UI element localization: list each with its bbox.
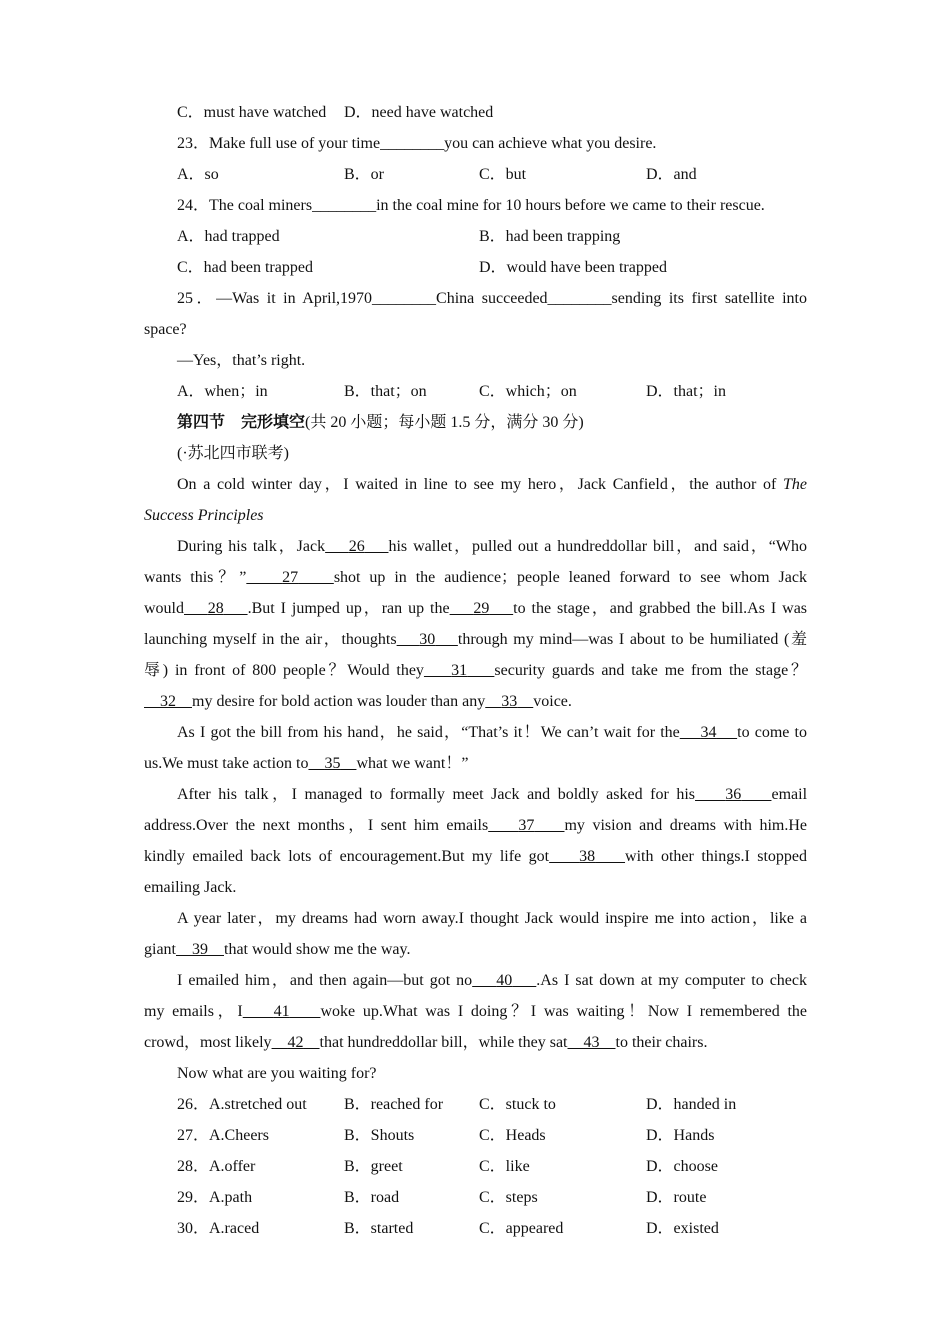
section-source: (·苏北四市联考) xyxy=(177,445,289,462)
section-note: (共 20 小题；每小题 1.5 分，满分 30 分) xyxy=(305,414,584,431)
passage-p2-line2: wants this？” 27 shot up in the audience；people leaned forward to see whom Jack xyxy=(144,569,807,586)
blank-42[interactable]: 42 xyxy=(287,1034,304,1051)
passage-p3-line1: As I got the bill from his hand，he said，“That’s it！We can’t wait for the 34 to come to xyxy=(177,724,807,741)
q26-option-c: C．stuck to xyxy=(479,1096,556,1113)
book-title-part1: The xyxy=(783,476,807,493)
blank-38[interactable]: 38 xyxy=(579,848,596,865)
blank-37[interactable]: 37 xyxy=(518,817,535,834)
q30-option-c: C．appeared xyxy=(479,1220,564,1237)
q28-option-a: 28．A.offer xyxy=(177,1158,256,1175)
q24-options-row2 xyxy=(144,252,807,283)
passage-p5-line2: giant 39 that would show me the way. xyxy=(144,941,411,958)
q29-option-c: C．steps xyxy=(479,1189,538,1206)
passage-p2-line6: 32 my desire for bold action was louder than any 33 voice. xyxy=(144,686,807,717)
q29-option-d: D．route xyxy=(646,1189,707,1206)
q23-option-b: B．or xyxy=(344,166,385,183)
passage-p4-line1: After his talk，I managed to formally meet Jack and boldly asked for his 36 email xyxy=(177,786,807,803)
answer-row-30 xyxy=(144,1213,807,1244)
answer-row-29 xyxy=(144,1182,807,1213)
document-page xyxy=(144,97,807,1244)
answer-row-27 xyxy=(144,1120,807,1151)
q24-option-a: A．had trapped xyxy=(177,228,280,245)
q27-option-b: B．Shouts xyxy=(344,1127,415,1144)
book-title-part2: Success Principles xyxy=(144,507,264,524)
blank-31[interactable]: 31 xyxy=(451,662,468,679)
passage-p4-line3: kindly emailed back lots of encouragement.But my life got 38 with other things.I stopped xyxy=(144,848,807,865)
q28-option-d: D．choose xyxy=(646,1158,718,1175)
q29-option-b: B．road xyxy=(344,1189,400,1206)
q24-option-c: C．had been trapped xyxy=(177,259,313,276)
q25-option-b: B．that；on xyxy=(344,383,427,400)
q25-stem-line2: space? xyxy=(144,321,187,338)
q22-option-c: C．must have watched xyxy=(177,104,327,121)
q23-stem: 23．Make full use of your time________you can achieve what you desire. xyxy=(177,135,657,152)
blank-28[interactable]: 28 xyxy=(207,600,224,617)
q25-stem-line1: 25．—Was it in April,1970________China succeeded________sending its first satellite into xyxy=(177,290,807,307)
passage-p2-line3: would 28 .But I jumped up，ran up the 29 to the stage，and grabbed the bill.As I was xyxy=(144,600,807,617)
q25-reply: —Yes，that’s right. xyxy=(177,352,306,369)
passage-p6-line2: my emails，I 41 woke up.What was I doing？I was waiting！Now I remembered the xyxy=(144,1003,807,1020)
passage-p2-line4: launching myself in the air，thoughts 30 through my mind—was I about to be humiliated (羞 xyxy=(144,631,807,648)
q25-options xyxy=(144,376,807,407)
q24-option-d: D．would have been trapped xyxy=(479,259,667,276)
section-heading xyxy=(144,407,807,438)
passage-p5-line1: A year later，my dreams had worn away.I thought Jack would inspire me into action，like a xyxy=(177,910,807,927)
blank-30[interactable]: 30 xyxy=(419,631,436,648)
q28-option-c: C．like xyxy=(479,1158,530,1175)
q24-stem: 24．The coal miners________in the coal mine for 10 hours before we came to their rescue. xyxy=(177,197,765,214)
q27-option-c: C．Heads xyxy=(479,1127,546,1144)
blank-34[interactable]: 34 xyxy=(700,724,717,741)
q30-option-a: 30．A.raced xyxy=(177,1220,260,1237)
passage-p4-line2: address.Over the next months，I sent him emails 37 my vision and dreams with him.He xyxy=(144,817,807,834)
passage-p1-line1: On a cold winter day，I waited in line to see my hero，Jack Canfield，the author of The xyxy=(177,476,807,493)
q26-option-b: B．reached for xyxy=(344,1096,444,1113)
answer-row-28 xyxy=(144,1151,807,1182)
q24-option-b: B．had been trapping xyxy=(479,228,621,245)
q24-options-row1 xyxy=(144,221,807,252)
passage-p1-line2 xyxy=(144,500,807,531)
blank-43[interactable]: 43 xyxy=(583,1034,600,1051)
answer-row-26 xyxy=(144,1089,807,1120)
blank-32[interactable]: 32 xyxy=(160,693,176,710)
passage-p2-line1: During his talk，Jack 26 his wallet，pulled out a hundreddollar bill，and said，“Who xyxy=(177,538,807,555)
blank-40[interactable]: 40 xyxy=(496,972,513,989)
q30-option-b: B．started xyxy=(344,1220,414,1237)
q26-option-a: 26．A.stretched out xyxy=(177,1096,307,1113)
q22-option-d: D．need have watched xyxy=(344,104,494,121)
q25-option-d: D．that；in xyxy=(646,383,726,400)
section-title: 第四节 完形填空 xyxy=(177,414,306,431)
q28-option-b: B．greet xyxy=(344,1158,403,1175)
blank-29[interactable]: 29 xyxy=(473,600,490,617)
passage-p6-line3: crowd，most likely 42 that hundreddollar bill，while they sat 43 to their chairs. xyxy=(144,1034,708,1051)
q27-option-a: 27．A.Cheers xyxy=(177,1127,269,1144)
q22-options-line xyxy=(144,97,807,128)
q23-options xyxy=(144,159,807,190)
passage-p4-line4: emailing Jack. xyxy=(144,879,237,896)
q26-option-d: D．handed in xyxy=(646,1096,737,1113)
q23-option-d: D．and xyxy=(646,166,697,183)
passage-p7: Now what are you waiting for? xyxy=(177,1065,377,1082)
q23-option-c: C．but xyxy=(479,166,527,183)
blank-26[interactable]: 26 xyxy=(348,538,365,555)
q23-option-a: A．so xyxy=(177,166,219,183)
blank-35[interactable]: 35 xyxy=(324,755,341,772)
passage-p2-line5: 辱) in front of 800 people？Would they 31 security guards and take me from the stage？ xyxy=(144,662,807,679)
q25-option-c: C．which；on xyxy=(479,383,577,400)
q27-option-d: D．Hands xyxy=(646,1127,715,1144)
q25-option-a: A．when；in xyxy=(177,383,268,400)
q29-option-a: 29．A.path xyxy=(177,1189,253,1206)
passage-p6-line1: I emailed him，and then again—but got no 40 .As I sat down at my computer to check xyxy=(177,972,807,989)
blank-33[interactable]: 33 xyxy=(501,693,518,710)
q30-option-d: D．existed xyxy=(646,1220,719,1237)
blank-41[interactable]: 41 xyxy=(273,1003,290,1020)
passage-p3-line2: us.We must take action to 35 what we want！” xyxy=(144,755,469,772)
blank-27[interactable]: 27 xyxy=(282,569,299,586)
blank-39[interactable]: 39 xyxy=(192,941,208,958)
blank-36[interactable]: 36 xyxy=(725,786,742,803)
